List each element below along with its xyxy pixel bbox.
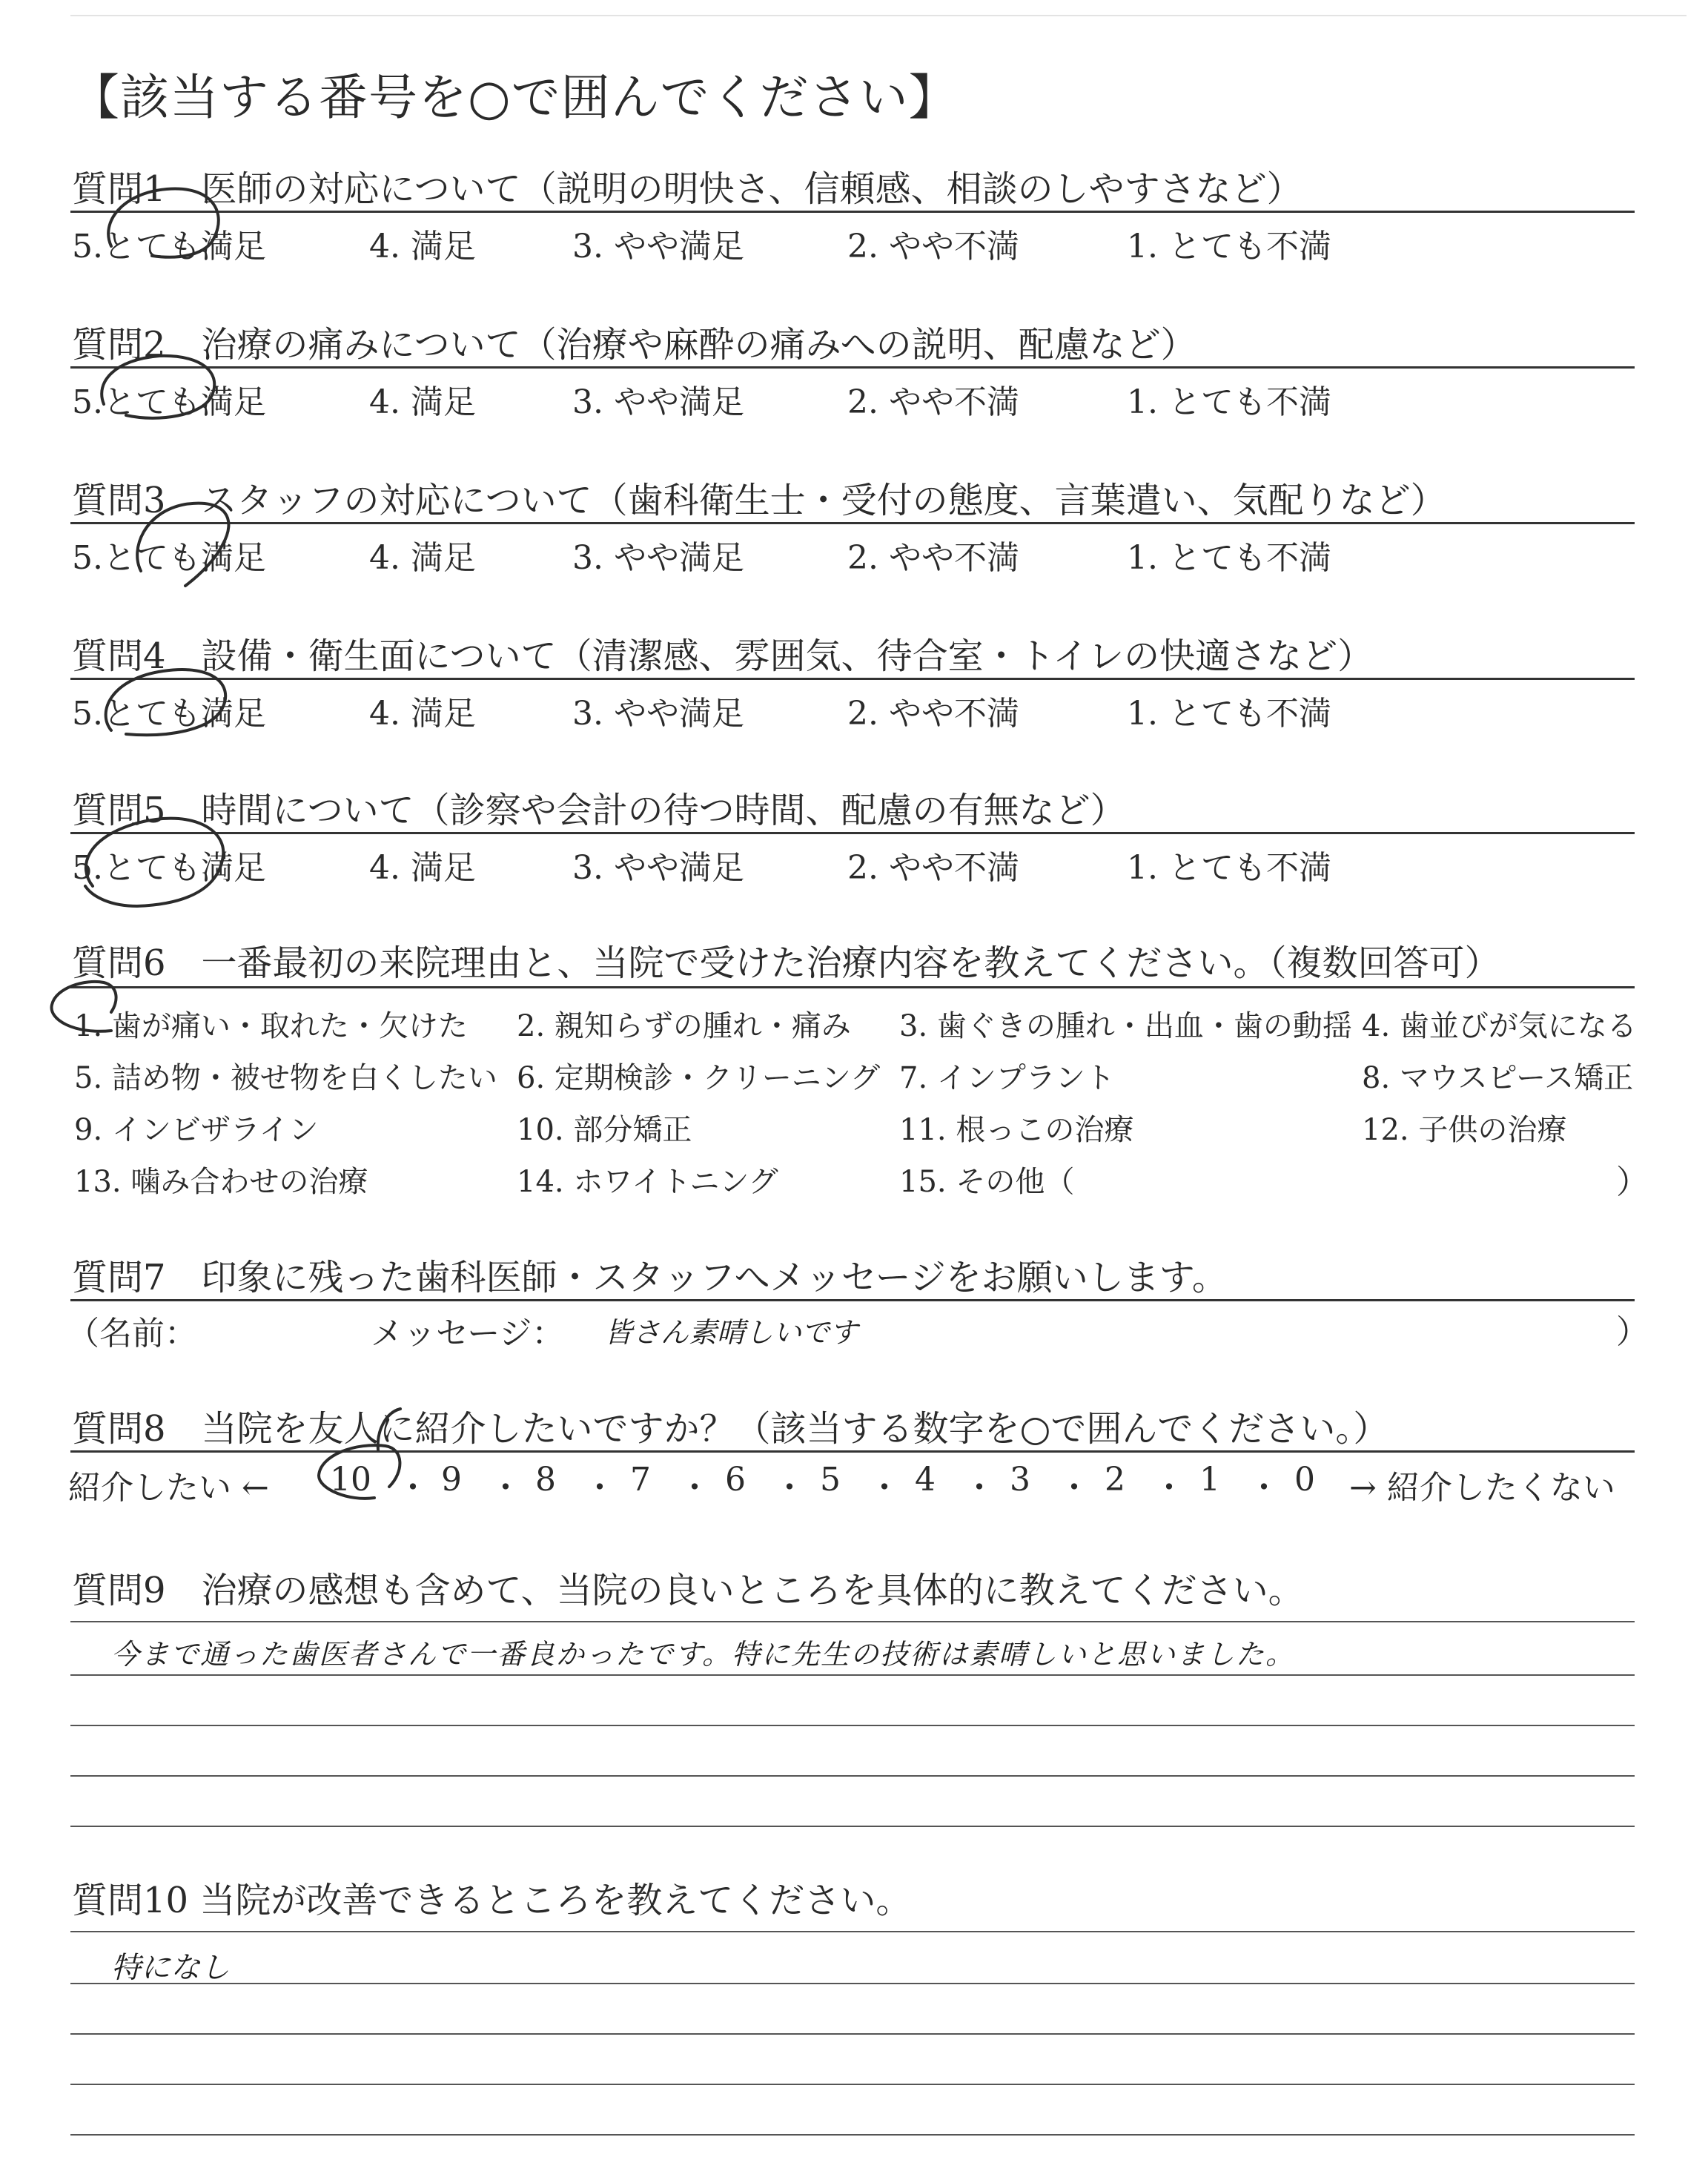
q6-option-1[interactable]: 1. 歯が痛い・取れた・欠けた [74, 1009, 468, 1043]
question-7-title: 質問7 印象に残った歯科医師・スタッフへメッセージをお願いします。 [72, 1257, 1228, 1298]
q8-dot: ・ [583, 1469, 616, 1507]
q6-option-13[interactable]: 13. 噛み合わせの治療 [74, 1165, 368, 1199]
question-9-title: 質問9 治療の感想も含めて、当院の良いところを具体的に教えてください。 [72, 1570, 1304, 1611]
q5-option-1[interactable]: 1. とても不満 [1127, 849, 1331, 887]
q4-option-1[interactable]: 1. とても不満 [1127, 695, 1331, 733]
q8-score-4[interactable]: 4 [915, 1461, 936, 1499]
q2-option-5[interactable]: 5.とても満足 [72, 383, 266, 421]
q2-option-3[interactable]: 3. やや満足 [572, 383, 744, 421]
question-1-title: 質問1 医師の対応について（説明の明快さ、信頼感、相談のしやすさなど） [72, 168, 1302, 210]
q6-option-15[interactable]: 15. その他（ [899, 1165, 1075, 1199]
q5-option-2[interactable]: 2. やや不満 [847, 849, 1019, 887]
q3-option-3[interactable]: 3. やや満足 [572, 539, 744, 577]
q3-option-2[interactable]: 2. やや不満 [847, 539, 1019, 577]
q6-option-3[interactable]: 3. 歯ぐきの腫れ・出血・歯の動揺 [899, 1009, 1352, 1043]
q8-dot: ・ [868, 1469, 901, 1507]
q8-score-5[interactable]: 5 [820, 1461, 841, 1499]
q3-option-4[interactable]: 4. 満足 [369, 539, 476, 577]
q3-option-1[interactable]: 1. とても不満 [1127, 539, 1331, 577]
q6-option-8[interactable]: 8. マウスピース矯正 [1362, 1061, 1634, 1095]
q8-score-7[interactable]: 7 [630, 1461, 651, 1499]
question-2-title: 質問2 治療の痛みについて（治療や麻酔の痛みへの説明、配慮など） [72, 324, 1196, 366]
q7-close-paren: ） [1616, 1313, 1649, 1351]
q4-selection-circle [106, 670, 226, 735]
question-3-title: 質問3 スタッフの対応について（歯科衛生士・受付の態度、言葉遣い、気配りなど） [72, 480, 1446, 521]
q10-answer-input[interactable]: 特になし [111, 1951, 230, 1985]
q4-option-3[interactable]: 3. やや満足 [572, 695, 744, 733]
q6-close-paren: ） [1616, 1163, 1649, 1201]
q8-dot: ・ [678, 1469, 711, 1507]
q8-selection-circle [319, 1409, 400, 1499]
q5-option-5[interactable]: 5.とても満足 [72, 849, 266, 887]
q5-selection-circle [85, 819, 223, 906]
q7-message-input[interactable]: 皆さん素晴しいです [604, 1316, 858, 1349]
q6-option-9[interactable]: 9. インビザライン [74, 1113, 319, 1147]
q6-selection-circle [52, 982, 116, 1031]
q1-selection-circle [108, 189, 219, 257]
q1-option-5[interactable]: 5.とても満足 [72, 228, 266, 265]
q9-answer-input[interactable]: 今まで通った歯医者さんで一番良かったです。特に先生の技術は素晴しいと思いました。 [111, 1638, 1295, 1671]
q1-option-4[interactable]: 4. 満足 [369, 228, 476, 265]
q8-score-6[interactable]: 6 [725, 1461, 746, 1499]
q5-option-4[interactable]: 4. 満足 [369, 849, 476, 887]
q5-option-3[interactable]: 3. やや満足 [572, 849, 744, 887]
q6-option-7[interactable]: 7. インプラント [899, 1061, 1115, 1095]
q8-score-2[interactable]: 2 [1105, 1461, 1125, 1499]
q8-score-9[interactable]: 9 [441, 1461, 462, 1499]
q8-left-label: 紹介したい ← [68, 1469, 269, 1507]
q1-option-3[interactable]: 3. やや満足 [572, 228, 744, 265]
q8-dot: ・ [773, 1469, 806, 1507]
q1-option-2[interactable]: 2. やや不満 [847, 228, 1019, 265]
q8-score-0[interactable]: 0 [1294, 1461, 1315, 1499]
q8-dot: ・ [397, 1469, 429, 1507]
q8-right-label: → 紹介したくない [1349, 1469, 1615, 1507]
question-10-title: 質問10 当院が改善できるところを教えてください。 [72, 1880, 912, 1921]
q8-dot: ・ [1058, 1469, 1090, 1507]
question-6-title: 質問6 一番最初の来院理由と、当院で受けた治療内容を教えてください。（複数回答可） [72, 942, 1500, 984]
q4-option-2[interactable]: 2. やや不満 [847, 695, 1019, 733]
q8-dot: ・ [1248, 1469, 1280, 1507]
q8-score-1[interactable]: 1 [1199, 1461, 1220, 1499]
q6-option-12[interactable]: 12. 子供の治療 [1362, 1113, 1567, 1147]
q2-option-2[interactable]: 2. やや不満 [847, 383, 1019, 421]
q2-option-1[interactable]: 1. とても不満 [1127, 383, 1331, 421]
q6-option-11[interactable]: 11. 根っこの治療 [899, 1113, 1134, 1147]
q6-option-2[interactable]: 2. 親知らずの腫れ・痛み [517, 1009, 851, 1043]
form-header: 【該当する番号を○で囲んでください】 [70, 69, 959, 126]
question-5-title: 質問5 時間について（診察や会計の待つ時間、配慮の有無など） [72, 790, 1126, 831]
q3-option-5[interactable]: 5.とても満足 [72, 539, 266, 577]
q8-score-8[interactable]: 8 [535, 1461, 556, 1499]
question-8-title: 質問8 当院を友人に紹介したいですか？（該当する数字を○で囲んでください。） [72, 1408, 1389, 1450]
q3-selection-circle [137, 503, 228, 586]
q8-score-3[interactable]: 3 [1010, 1461, 1030, 1499]
q1-option-1[interactable]: 1. とても不満 [1127, 228, 1331, 265]
q8-dot: ・ [489, 1469, 522, 1507]
q6-option-10[interactable]: 10. 部分矯正 [517, 1113, 692, 1147]
q7-message-label: メッセージ： [371, 1315, 565, 1353]
q6-option-14[interactable]: 14. ホワイトニング [517, 1165, 778, 1199]
q6-option-6[interactable]: 6. 定期検診・クリーニング [517, 1061, 881, 1095]
q7-name-label: （名前： [67, 1315, 197, 1353]
q2-option-4[interactable]: 4. 満足 [369, 383, 476, 421]
q2-selection-circle [102, 356, 214, 418]
q8-dot: ・ [1153, 1469, 1185, 1507]
q6-option-4[interactable]: 4. 歯並びが気になる [1362, 1009, 1637, 1043]
q4-option-5[interactable]: 5.とても満足 [72, 695, 266, 733]
q6-option-5[interactable]: 5. 詰め物・被せ物を白くしたい [74, 1061, 497, 1095]
question-4-title: 質問4 設備・衛生面について（清潔感、雰囲気、待合室・トイレの快適さなど） [72, 635, 1374, 677]
q4-option-4[interactable]: 4. 満足 [369, 695, 476, 733]
q8-score-10[interactable]: 10 [330, 1461, 371, 1499]
q8-dot: ・ [963, 1469, 996, 1507]
